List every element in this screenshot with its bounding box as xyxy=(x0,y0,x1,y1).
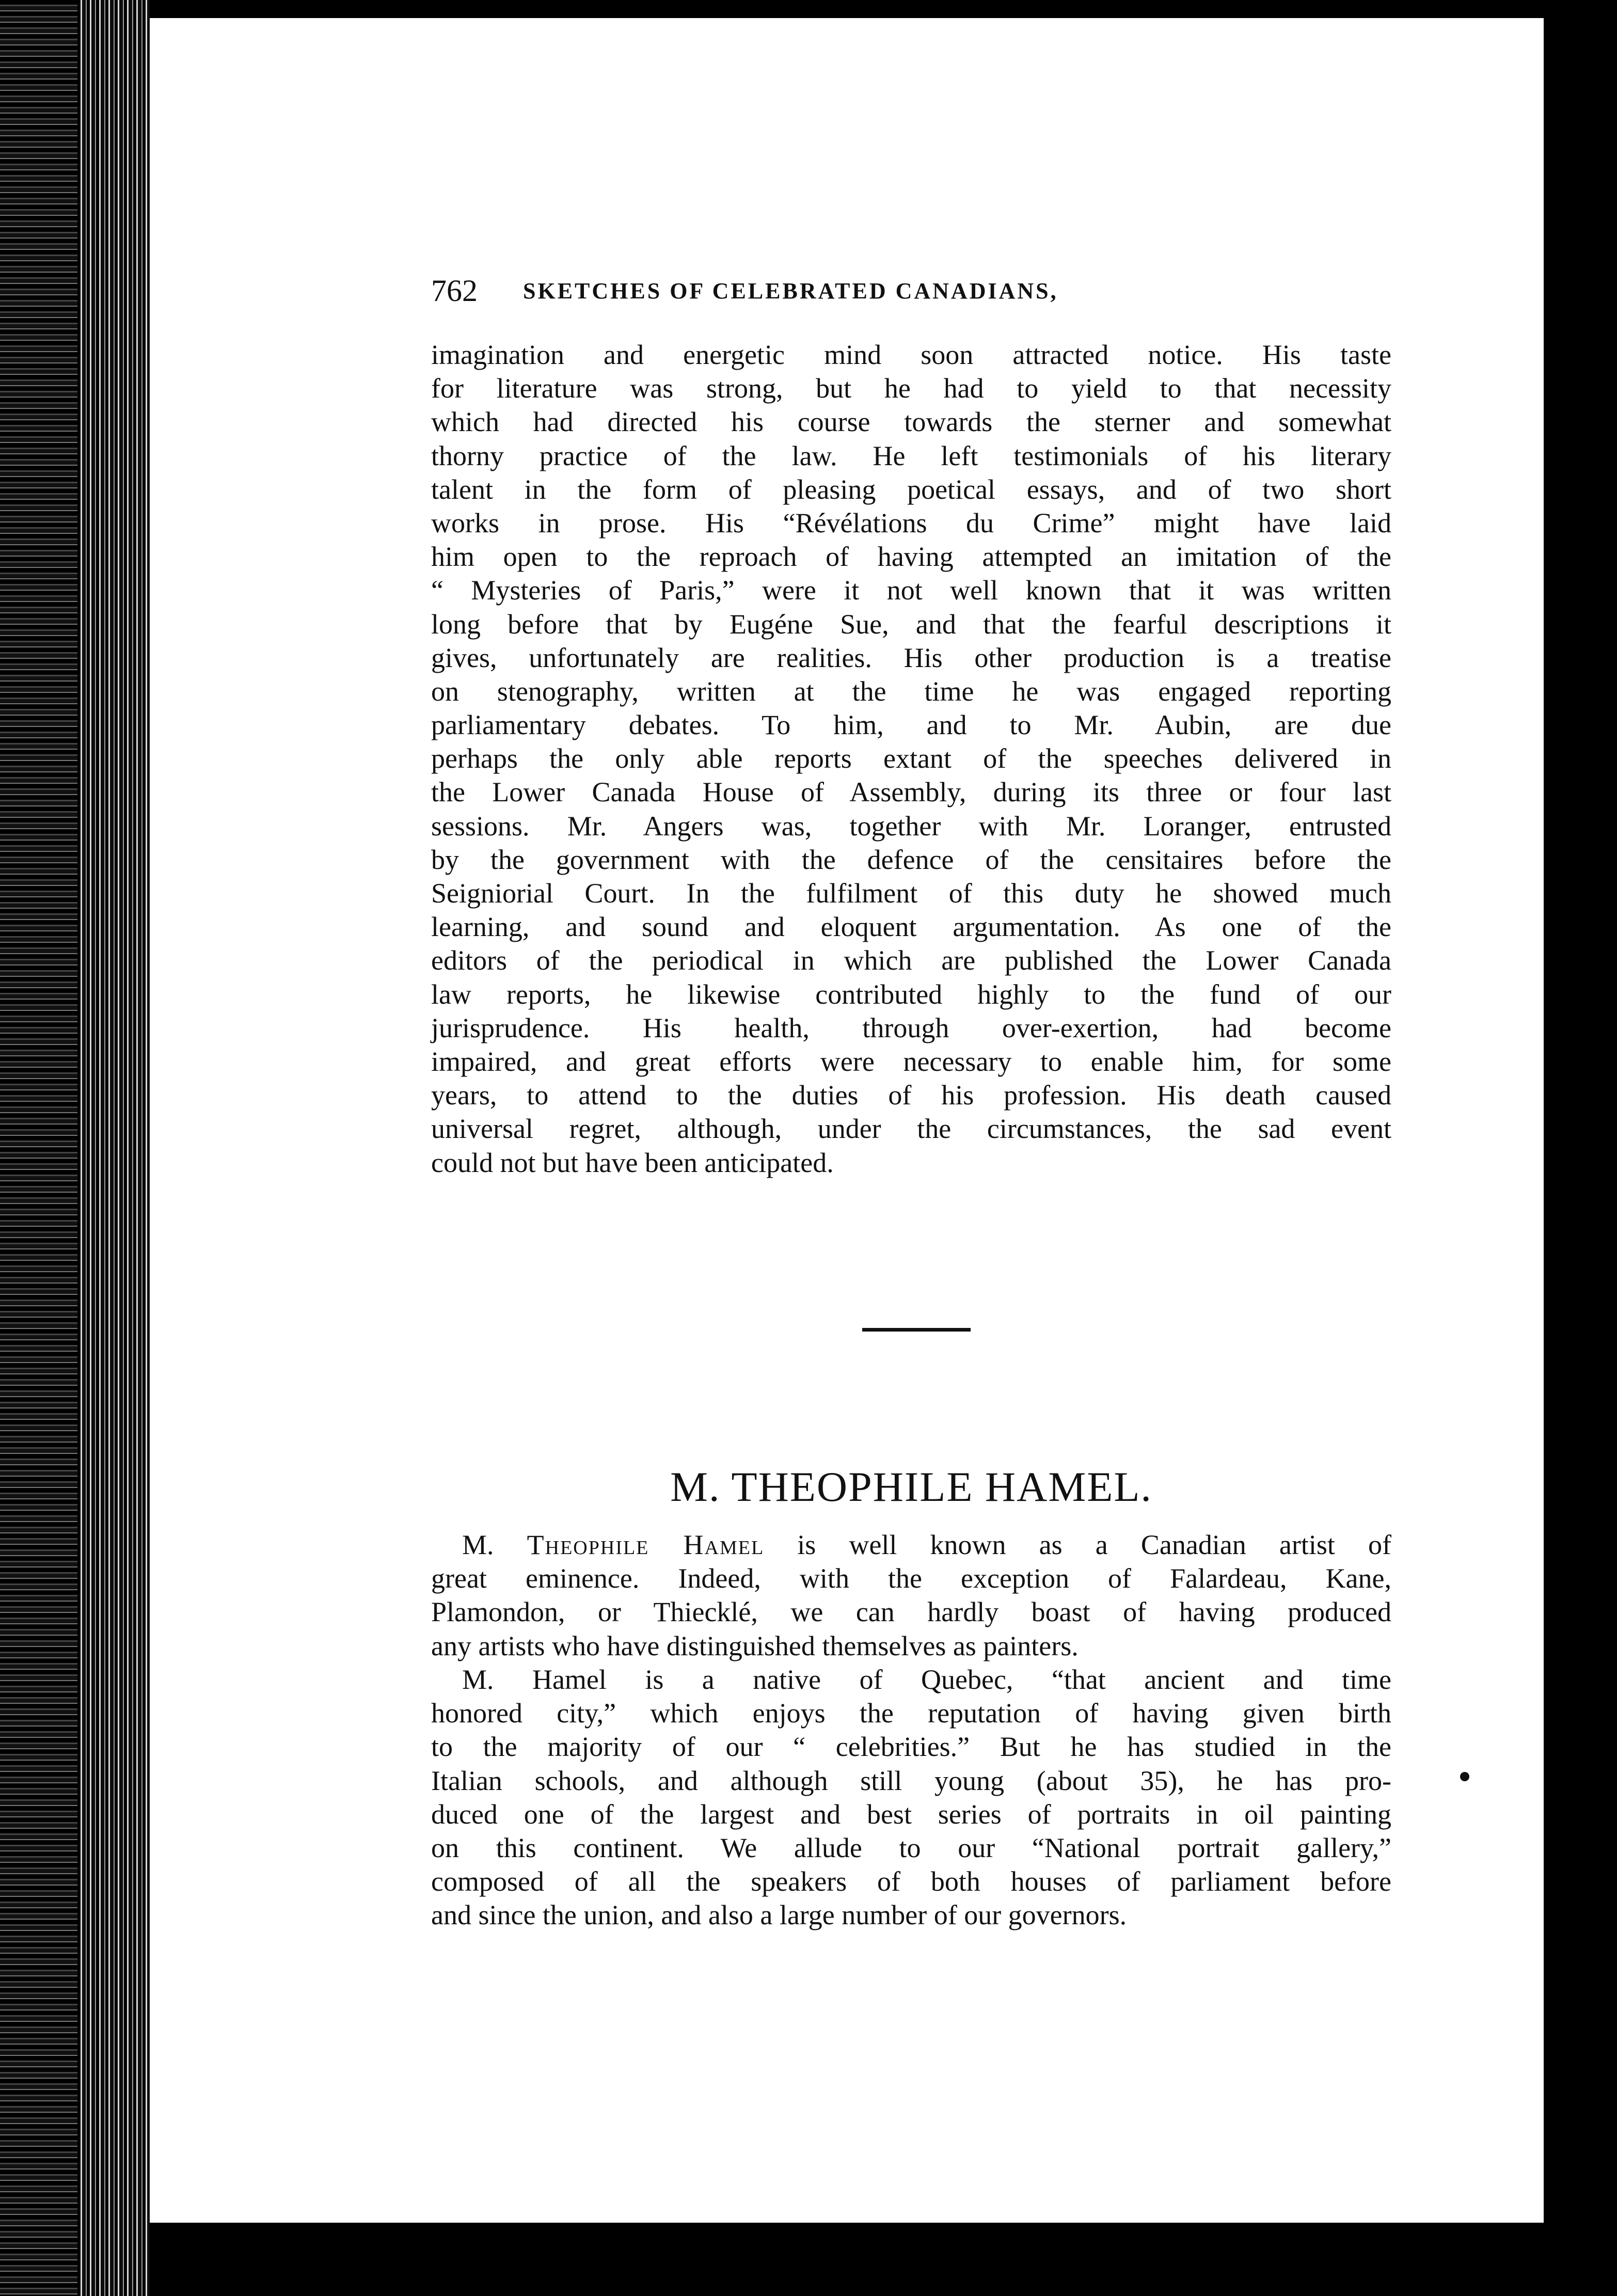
page-header xyxy=(431,273,1190,309)
paragraph-line: him open to the reproach of having attempted an imitation of the xyxy=(431,541,1391,573)
subject-name: Theophile Hamel xyxy=(527,1529,765,1560)
paragraph-line: to the majority of our “ celebrities.” But he has studied in the xyxy=(431,1731,1391,1763)
paragraph-line: long before that by Eugéne Sue, and that the fearful descriptions it xyxy=(431,608,1391,640)
paragraph-line: which had directed his course towards the sterner and somewhat xyxy=(431,406,1391,438)
paragraph-line: law reports, he likewise contributed highly to the fund of our xyxy=(431,978,1391,1010)
section-title: M. THEOPHILE HAMEL. xyxy=(670,1463,1152,1510)
paragraph-line: on this continent. We allude to our “National portrait gallery,” xyxy=(431,1832,1391,1863)
paragraph-biography xyxy=(431,1663,1391,1933)
paragraph-line: honored city,” which enjoys the reputation of having given birth xyxy=(431,1698,1391,1729)
paragraph-line: Italian schools, and although still young (about 35), he has pro- xyxy=(431,1765,1391,1796)
lead-text: M. xyxy=(462,1529,527,1560)
right-margin-shadow xyxy=(1570,93,1617,2296)
paragraph-line: talent in the form of pleasing poetical essays, and of two short xyxy=(431,473,1391,505)
paragraph-line: gives, unfortunately are realities. His other production is a treatise xyxy=(431,642,1391,673)
paragraph-line: works in prose. His “Révélations du Crime” might have laid xyxy=(431,507,1391,539)
paragraph-line xyxy=(431,1528,1391,1562)
page-number: 762 xyxy=(431,274,478,308)
paragraph-line: sessions. Mr. Angers was, together with Mr. Loranger, entrusted xyxy=(431,810,1391,842)
paragraph-line: perhaps the only able reports extant of the speeches delivered in xyxy=(431,743,1391,774)
paragraph-line: Plamondon, or Thiecklé, we can hardly boast of having produced xyxy=(431,1596,1391,1628)
paragraph-line: duced one of the largest and best series of portraits in oil painting xyxy=(431,1798,1391,1830)
line-text: is well known as a Canadian artist of xyxy=(764,1529,1391,1560)
paragraph-line: great eminence. Indeed, with the exception of Falardeau, Kane, xyxy=(431,1563,1391,1594)
paragraph-line: learning, and sound and eloquent argumentation. As one of the xyxy=(431,911,1391,943)
paragraph-line: parliamentary debates. To him, and to Mr. Aubin, are due xyxy=(431,709,1391,741)
paragraph-line: could not but have been anticipated. xyxy=(431,1147,834,1178)
paragraph-line: for literature was strong, but he had to yield to that necessity xyxy=(431,373,1391,404)
margin-speck xyxy=(1460,1772,1469,1781)
paragraph-continued xyxy=(431,338,1391,1180)
paragraph-line: imagination and energetic mind soon attracted notice. His taste xyxy=(431,339,1391,370)
paragraph-line: “ Mysteries of Paris,” were it not well known that it was written xyxy=(431,575,1391,606)
paragraph-line: the Lower Canada House of Assembly, during its three or four last xyxy=(431,777,1391,808)
paragraph-line: composed of all the speakers of both houses of parliament before xyxy=(431,1866,1391,1897)
paragraph-line: on stenography, written at the time he was engaged reporting xyxy=(431,675,1391,707)
book-spine-shadow xyxy=(0,0,77,2296)
paragraph-line: M. Hamel is a native of Quebec, “that ancient and time xyxy=(462,1664,1391,1695)
paragraph-line: years, to attend to the duties of his profession. His death caused xyxy=(431,1080,1391,1111)
paragraph-line: jurisprudence. His health, through over-exertion, had become xyxy=(431,1012,1391,1043)
paragraph-line: editors of the periodical in which are published the Lower Canada xyxy=(431,945,1391,976)
paragraph-line: by the government with the defence of the censitaires before the xyxy=(431,844,1391,875)
paragraph-line: and since the union, and also a large number of our governors. xyxy=(431,1899,1127,1931)
page-gutter-edge xyxy=(77,0,150,2296)
paragraph-line: any artists who have distinguished themselves as painters. xyxy=(431,1630,1079,1661)
paragraph-line: impaired, and great efforts were necessary to enable him, for some xyxy=(431,1046,1391,1077)
paragraph-line: universal regret, although, under the circumstances, the sad event xyxy=(431,1113,1391,1145)
running-head: SKETCHES OF CELEBRATED CANADIANS, xyxy=(523,278,1058,304)
paragraph-line: thorny practice of the law. He left testimonials of his literary xyxy=(431,440,1391,471)
section-divider-rule xyxy=(862,1328,971,1332)
paragraph-intro xyxy=(431,1528,1391,1663)
paragraph-line: Seigniorial Court. In the fulfilment of this duty he showed much xyxy=(431,878,1391,909)
